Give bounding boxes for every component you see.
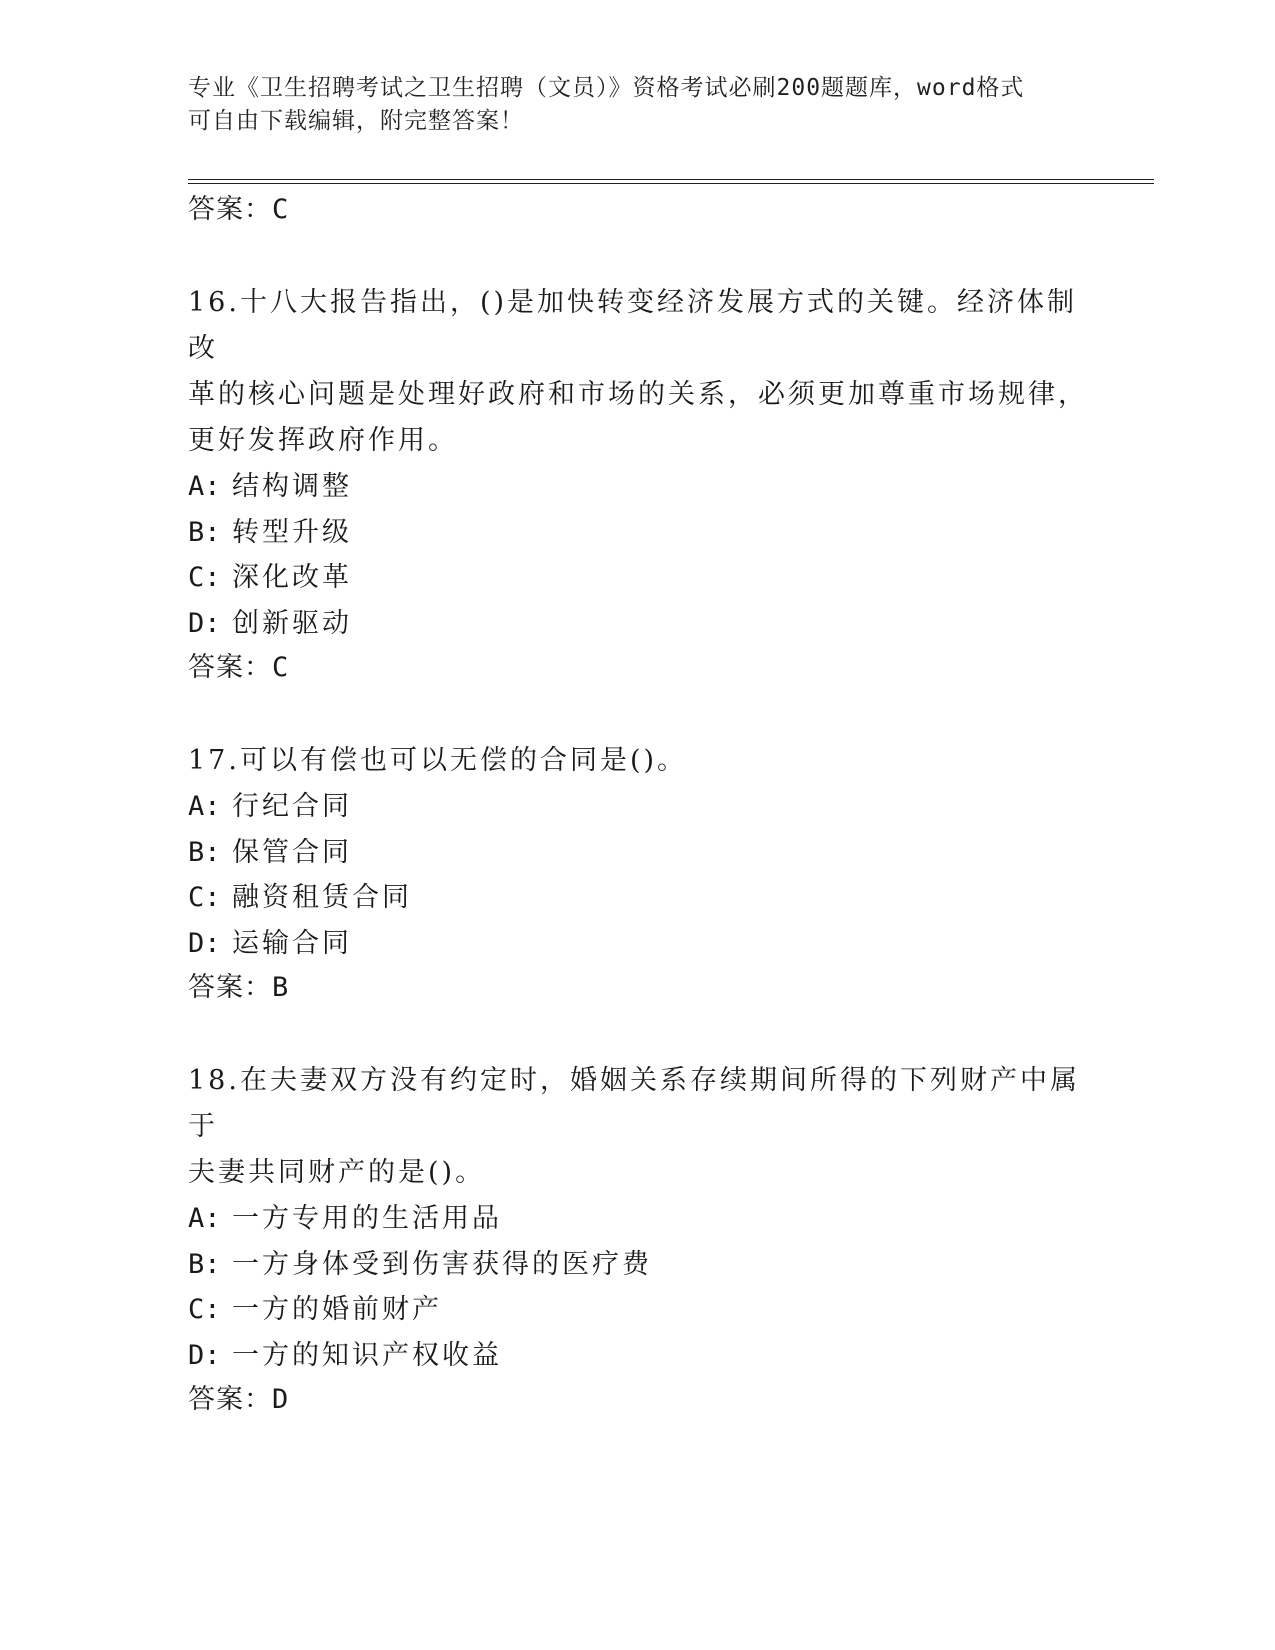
header-line-2: 可自由下载编辑，附完整答案！ bbox=[188, 108, 524, 134]
question-number: 17. bbox=[188, 745, 240, 776]
question-number: 18. bbox=[188, 1065, 240, 1096]
document-body bbox=[188, 188, 1088, 1422]
option-key: B: bbox=[188, 836, 221, 868]
option-text: 运输合同 bbox=[232, 927, 352, 959]
option-text: 一方身体受到伤害获得的医疗费 bbox=[232, 1248, 652, 1280]
question-17 bbox=[188, 738, 1088, 1010]
header-rule-bottom bbox=[188, 183, 1154, 184]
question-18 bbox=[188, 1058, 1088, 1422]
question-number: 16. bbox=[188, 287, 240, 318]
option-key: A: bbox=[188, 1203, 221, 1234]
spacer bbox=[188, 1010, 1088, 1058]
option-text: 深化改革 bbox=[232, 562, 352, 593]
question-line-text: 在夫妻双方没有约定时，婚姻关系存续期间所得的下列财产中属于 bbox=[188, 1065, 1080, 1142]
answer-value: B bbox=[272, 972, 289, 1003]
option-a bbox=[188, 464, 1088, 510]
option-d bbox=[188, 601, 1088, 647]
answer-label: 答案： bbox=[188, 652, 272, 683]
question-16 bbox=[188, 280, 1088, 690]
option-b bbox=[188, 510, 1088, 556]
option-c bbox=[188, 1287, 1088, 1333]
spacer bbox=[188, 690, 1088, 738]
question-line: 革的核心问题是处理好政府和市场的关系，必须更加尊重市场规律， bbox=[188, 379, 1088, 410]
option-b bbox=[188, 830, 1088, 876]
previous-answer bbox=[188, 188, 1088, 232]
option-b bbox=[188, 1242, 1088, 1288]
option-text: 一方的婚前财产 bbox=[232, 1294, 442, 1325]
question-line-text: 可以有偿也可以无偿的合同是()。 bbox=[239, 745, 688, 776]
answer-label: 答案： bbox=[188, 972, 272, 1003]
spacer bbox=[188, 232, 1088, 280]
option-key: B: bbox=[188, 1248, 221, 1280]
answer-label: 答案： bbox=[188, 194, 272, 225]
answer bbox=[188, 646, 1088, 690]
question-line bbox=[188, 738, 1088, 784]
answer-value: C bbox=[272, 194, 289, 225]
option-key: D: bbox=[188, 607, 221, 639]
answer bbox=[188, 1378, 1088, 1422]
option-c bbox=[188, 555, 1088, 601]
option-key: A: bbox=[188, 471, 221, 502]
option-key: D: bbox=[188, 1339, 221, 1371]
option-text: 行纪合同 bbox=[232, 791, 352, 822]
option-text: 创新驱动 bbox=[232, 607, 352, 639]
option-text: 一方专用的生活用品 bbox=[232, 1203, 502, 1234]
option-key: C: bbox=[188, 882, 221, 913]
question-line-text: 十八大报告指出，()是加快转变经济发展方式的关键。经济体制改 bbox=[188, 287, 1078, 364]
option-key: C: bbox=[188, 562, 221, 593]
option-text: 一方的知识产权收益 bbox=[232, 1339, 502, 1371]
option-key: B: bbox=[188, 516, 221, 548]
question-line bbox=[188, 1058, 1088, 1150]
document-header bbox=[188, 72, 1088, 138]
question-line: 更好发挥政府作用。 bbox=[188, 425, 458, 456]
question-line: 夫妻共同财产的是()。 bbox=[188, 1157, 486, 1188]
question-text bbox=[188, 1058, 1088, 1196]
question-text bbox=[188, 280, 1088, 464]
option-a bbox=[188, 784, 1088, 830]
answer-label: 答案： bbox=[188, 1384, 272, 1415]
header-line-1: 专业《卫生招聘考试之卫生招聘（文员）》资格考试必刷200题题库，word格式 bbox=[188, 75, 1025, 101]
option-text: 转型升级 bbox=[232, 516, 352, 548]
answer bbox=[188, 966, 1088, 1010]
option-c bbox=[188, 875, 1088, 921]
answer-value: D bbox=[272, 1384, 289, 1415]
option-text: 融资租赁合同 bbox=[232, 882, 412, 913]
question-text bbox=[188, 738, 1088, 784]
header-rule-top bbox=[188, 179, 1154, 180]
option-d bbox=[188, 1333, 1088, 1379]
option-a bbox=[188, 1196, 1088, 1242]
option-text: 结构调整 bbox=[232, 471, 352, 502]
option-d bbox=[188, 921, 1088, 967]
answer-value: C bbox=[272, 652, 289, 683]
question-line bbox=[188, 280, 1088, 372]
option-key: D: bbox=[188, 927, 221, 959]
option-key: C: bbox=[188, 1294, 221, 1325]
option-text: 保管合同 bbox=[232, 836, 352, 868]
option-key: A: bbox=[188, 791, 221, 822]
